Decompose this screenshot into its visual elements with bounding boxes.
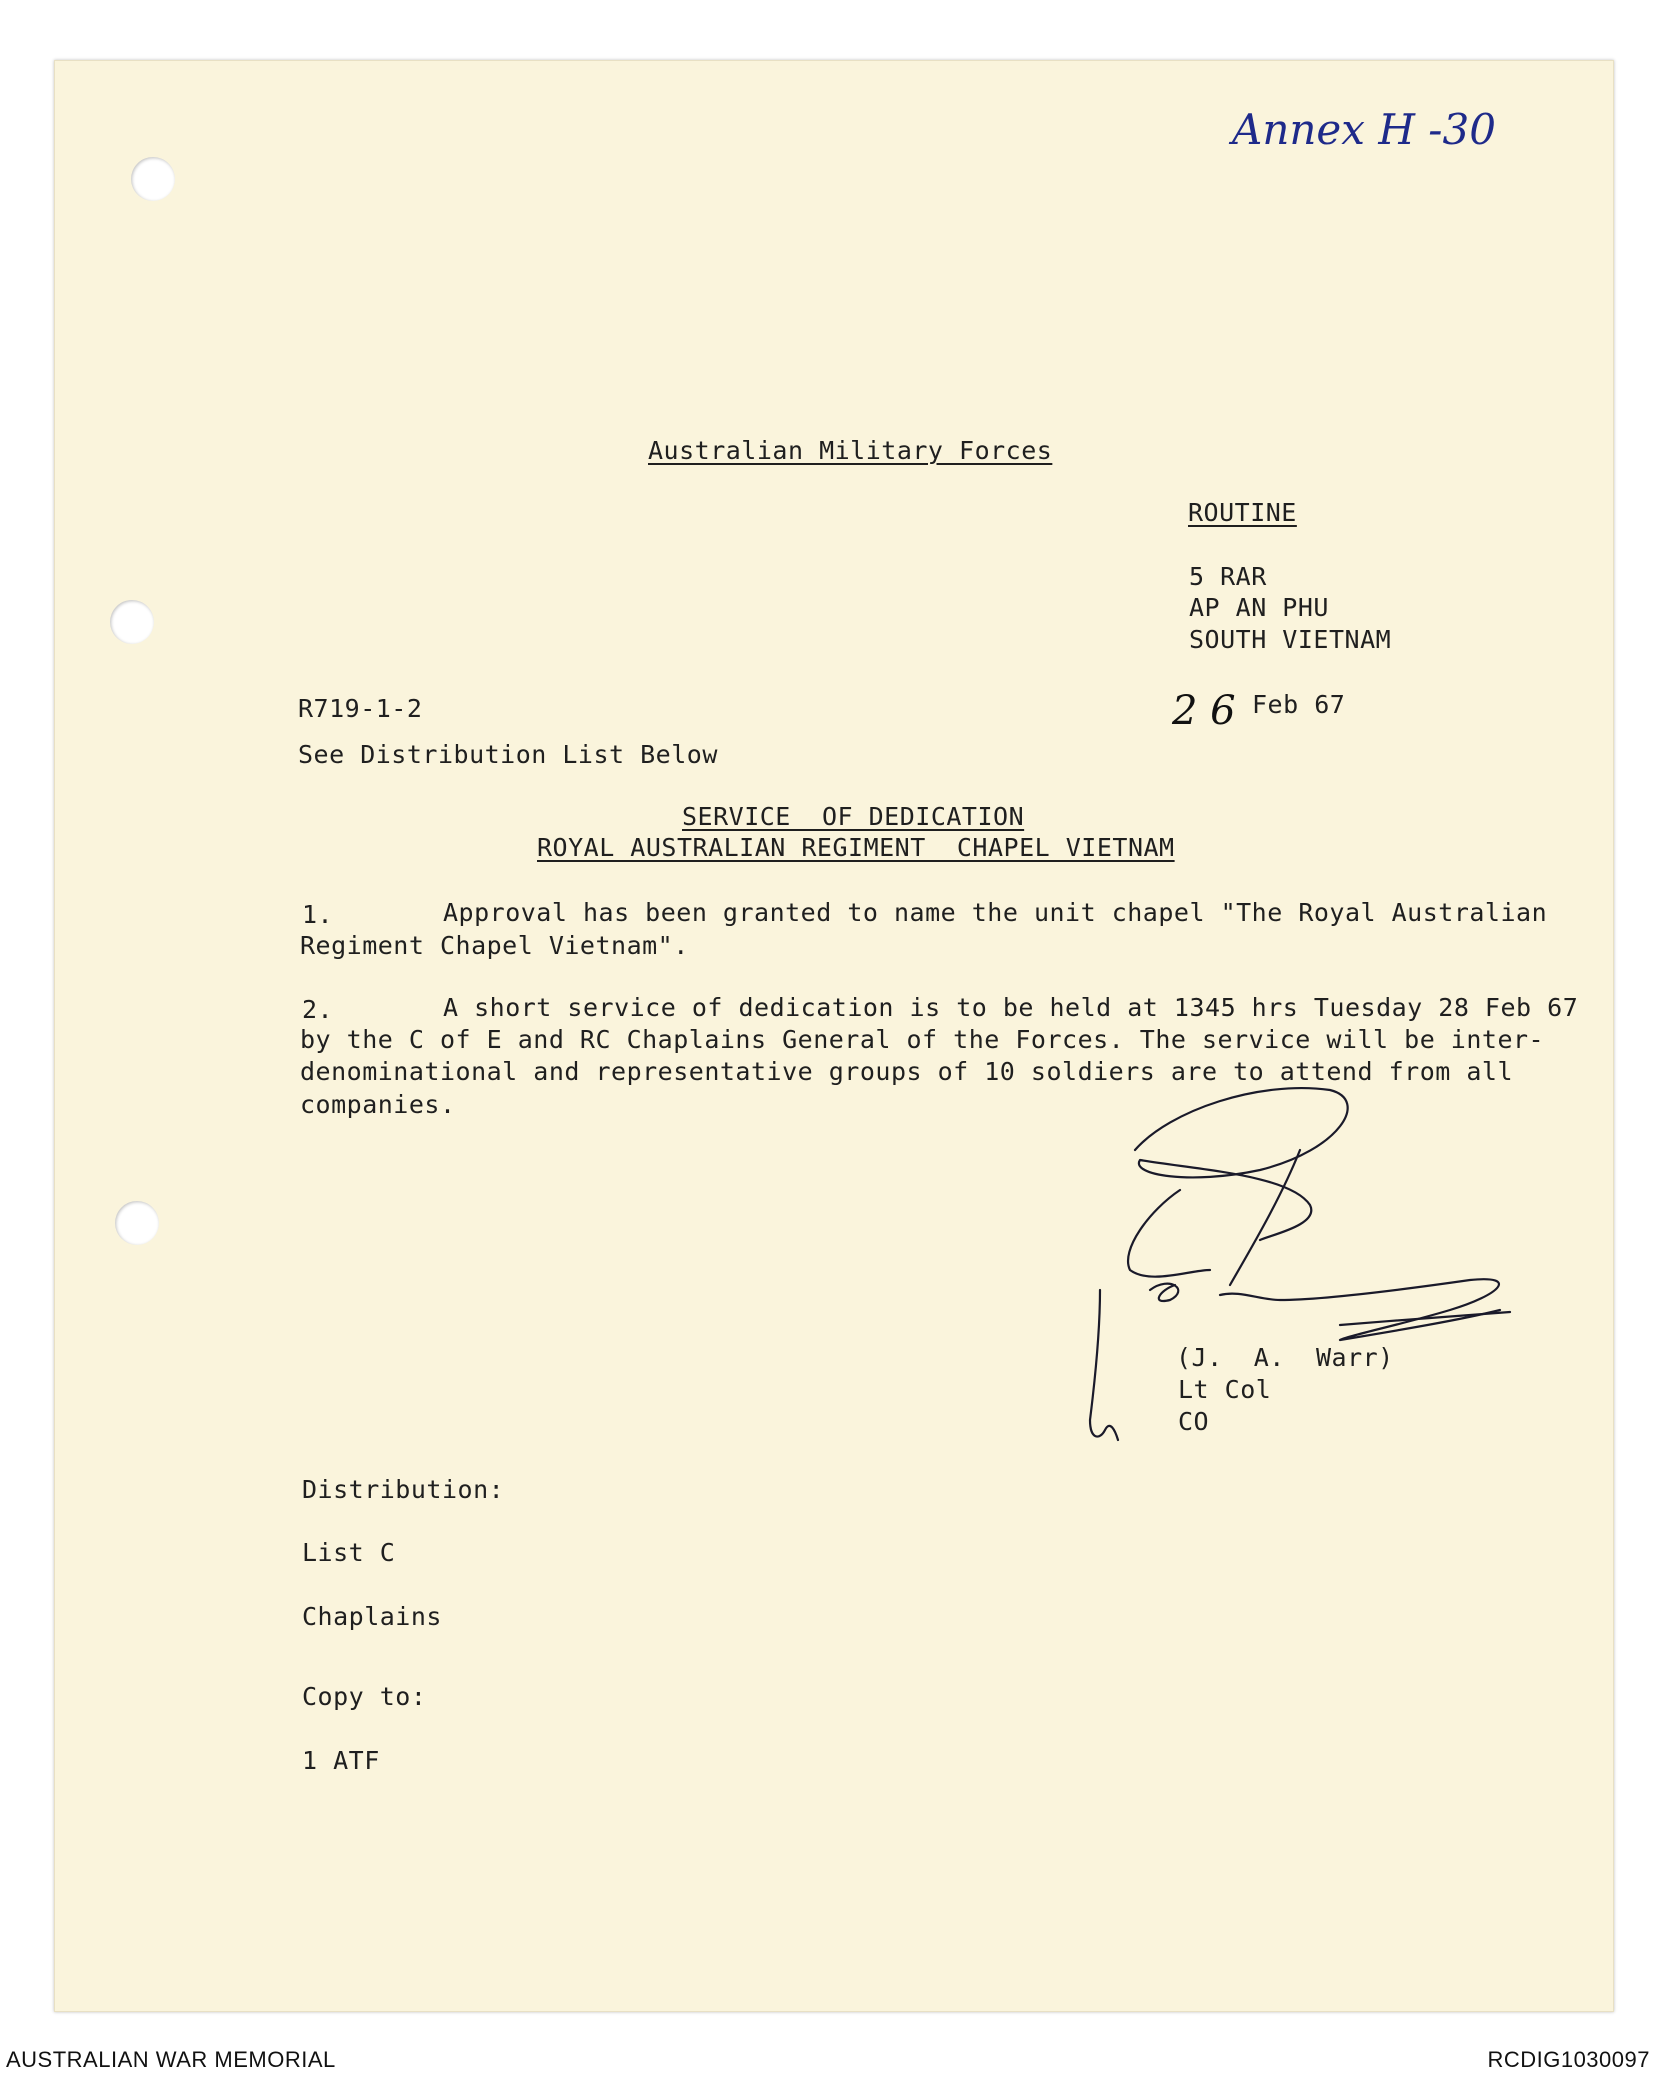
footer-record-id: RCDIG1030097: [1487, 2047, 1650, 2072]
footer-source: AUSTRALIAN WAR MEMORIAL: [6, 2047, 336, 2072]
paragraph-line: by the C of E and RC Chaplains General of the Forces. The service will be inter-: [300, 1025, 1545, 1054]
paragraph-number: 2.: [302, 995, 334, 1024]
to-line: See Distribution List Below: [298, 740, 718, 769]
signatory-rank: Lt Col: [1178, 1375, 1272, 1404]
subject-line: SERVICE OF DEDICATION: [682, 802, 1025, 831]
signatory-name: (J. A. Warr): [1176, 1343, 1394, 1372]
address-line: AP AN PHU: [1189, 593, 1329, 622]
distribution-label: Distribution:: [302, 1475, 505, 1504]
handwritten-annotation: Annex H -30: [1232, 105, 1496, 154]
signatory-role: CO: [1178, 1407, 1210, 1436]
paragraph-number: 1.: [302, 900, 334, 929]
document-heading: Australian Military Forces: [648, 436, 1053, 465]
handwritten-day: 2 6: [1172, 688, 1236, 734]
precedence-label: ROUTINE: [1188, 498, 1297, 527]
copy-to-item: 1 ATF: [302, 1746, 380, 1775]
paragraph-line: companies.: [300, 1090, 456, 1119]
distribution-item: List C: [302, 1538, 396, 1567]
date-month-year: Feb 67: [1252, 690, 1346, 719]
paragraph-line: Approval has been granted to name the unit chapel "The Royal Australian: [443, 898, 1548, 927]
address-line: 5 RAR: [1189, 562, 1267, 591]
subject-line: ROYAL AUSTRALIAN REGIMENT CHAPEL VIETNAM: [537, 833, 1175, 862]
file-reference: R719-1-2: [298, 694, 423, 723]
distribution-item: Chaplains: [302, 1602, 442, 1631]
paragraph-line: Regiment Chapel Vietnam".: [300, 931, 689, 960]
paragraph-line: A short service of dedication is to be held at 1345 hrs Tuesday 28 Feb 67: [443, 993, 1579, 1022]
address-line: SOUTH VIETNAM: [1189, 625, 1392, 654]
copy-to-label: Copy to:: [302, 1682, 427, 1711]
paragraph-line: denominational and representative groups of 10 soldiers are to attend from all: [300, 1057, 1513, 1086]
